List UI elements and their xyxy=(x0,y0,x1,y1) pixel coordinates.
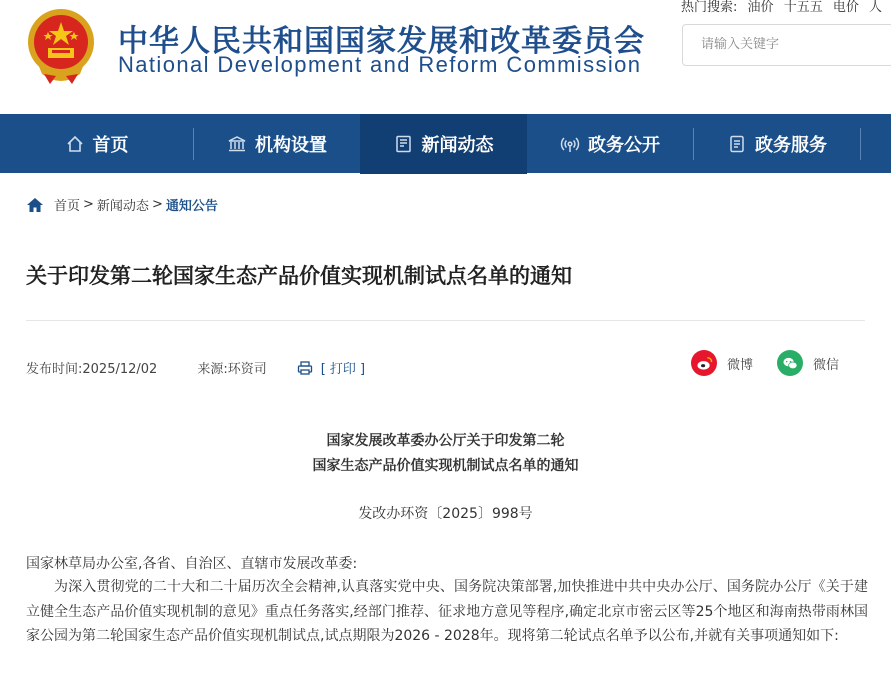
printer-icon xyxy=(297,361,313,375)
hot-search-label: 热门搜索: xyxy=(681,0,738,15)
article-source: 来源:环资司 xyxy=(197,362,267,377)
share-wechat-label: 微信 xyxy=(813,357,840,373)
share-wechat-button[interactable] xyxy=(777,350,839,376)
nav-item-label: 新闻动态 xyxy=(421,135,494,156)
breadcrumb-current[interactable]: 通知公告 xyxy=(165,199,218,214)
hot-search-term[interactable]: 电价 xyxy=(832,0,859,15)
search-box[interactable] xyxy=(682,24,891,66)
home-icon xyxy=(65,134,85,154)
breadcrumb-news[interactable]: 新闻动态 xyxy=(96,199,149,214)
weibo-icon xyxy=(691,350,717,376)
hot-search-term[interactable]: 人 xyxy=(869,0,883,15)
share-weibo-label: 微博 xyxy=(727,357,754,373)
article-title: 关于印发第二轮国家生态产品价值实现机制试点名单的通知 xyxy=(26,264,572,288)
breadcrumb-separator: > xyxy=(151,197,163,212)
document-icon xyxy=(727,134,747,154)
nav-item-label: 机构设置 xyxy=(255,135,327,156)
nav-item-affairs-open[interactable] xyxy=(527,114,693,174)
breadcrumb-home[interactable]: 首页 xyxy=(54,199,81,214)
doc-addressee: 国家林草局办公室,各省、自治区、直辖市发展改革委: xyxy=(26,556,358,572)
print-button[interactable] xyxy=(297,358,365,377)
nav-item-label: 首页 xyxy=(92,135,129,156)
wechat-icon xyxy=(777,350,803,376)
article-meta xyxy=(26,358,365,377)
doc-heading-line1: 国家发展改革委办公厅关于印发第二轮 xyxy=(326,433,565,449)
nav-item-label: 政务服务 xyxy=(755,135,827,156)
breadcrumb-separator: > xyxy=(83,197,94,212)
print-label: [ 打印 ] xyxy=(320,362,366,377)
site-title-en[interactable]: National Development and Reform Commission xyxy=(118,52,642,77)
share-weibo-button[interactable] xyxy=(691,350,753,376)
title-divider xyxy=(26,320,865,321)
site-title-cn[interactable]: 中华人民共和国国家发展和改革委员会 xyxy=(118,24,645,59)
search-input[interactable] xyxy=(701,37,881,52)
nav-item-label: 政务公开 xyxy=(588,135,660,156)
news-icon xyxy=(394,134,414,154)
hot-search-bar xyxy=(681,0,891,15)
nav-item-news[interactable] xyxy=(360,114,527,174)
national-emblem-icon[interactable] xyxy=(24,4,98,86)
site-header xyxy=(0,0,891,113)
hot-search-term[interactable]: 十五五 xyxy=(783,0,823,15)
doc-paragraph: 为深入贯彻党的二十大和二十届历次全会精神,认真落实党中央、国务院决策部署,加快推进中共中央办公厅、国务院办公厅《关于建立健全生态产品价值实现机制的意见》重点任务落实,经部门推荐、征求地方意见等程序,确定北京市密云区等25个地区和海南热带雨林国家公园为第二轮国家生态产品价值实现机制试点,试点期限为2026 - 2028年。现将第二轮试点名单予以公布,并就有关事项通知如下: xyxy=(26,579,868,644)
nav-item-services[interactable] xyxy=(694,114,860,174)
nav-divider xyxy=(860,128,861,160)
broadcast-icon xyxy=(560,134,580,154)
publish-time: 发布时间:2025/12/02 xyxy=(26,362,158,377)
doc-heading-line2: 国家生态产品价值实现机制试点名单的通知 xyxy=(312,458,579,474)
breadcrumb xyxy=(26,195,218,214)
nav-item-institution[interactable] xyxy=(194,114,360,174)
main-nav xyxy=(0,113,891,173)
home-icon[interactable] xyxy=(26,197,44,213)
hot-search-term[interactable]: 油价 xyxy=(747,0,774,15)
institution-icon xyxy=(227,134,247,154)
nav-item-home[interactable] xyxy=(0,114,193,174)
doc-number: 发改办环资〔2025〕998号 xyxy=(358,506,533,522)
